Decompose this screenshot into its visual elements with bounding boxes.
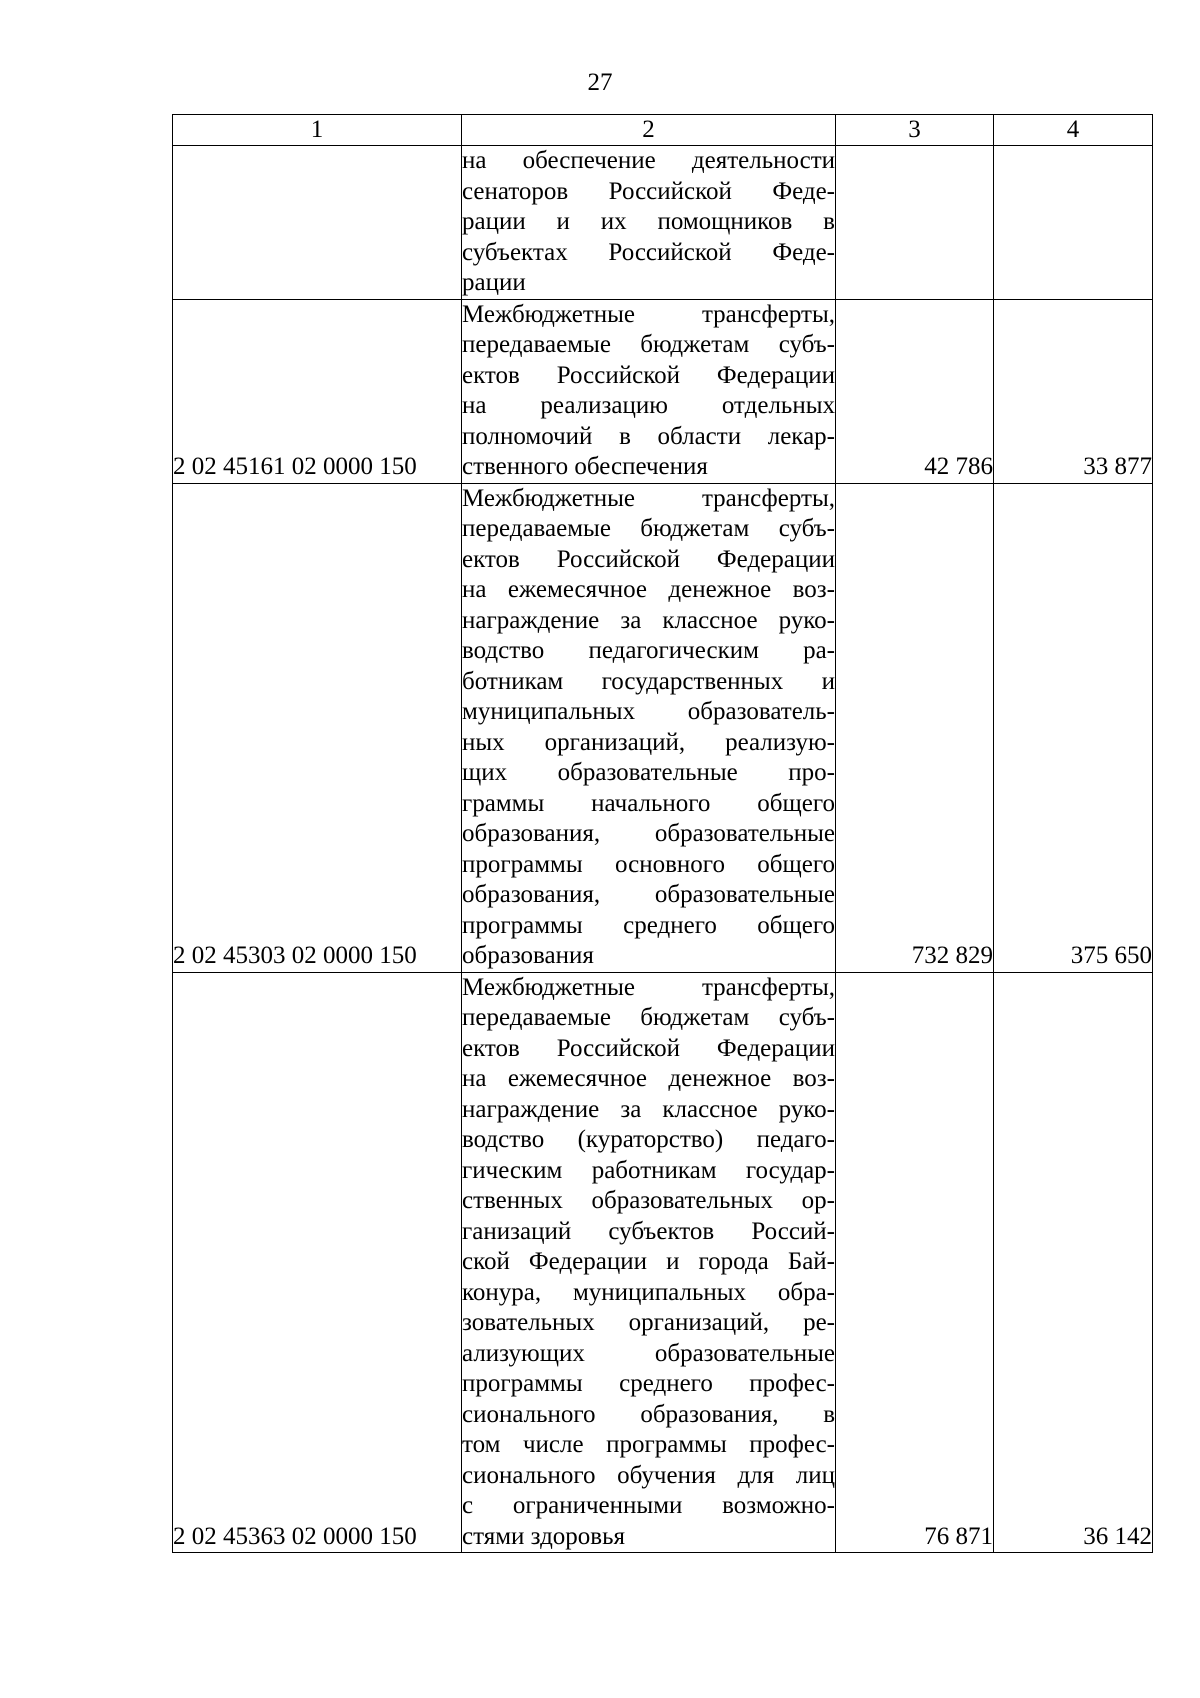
table-row <box>173 146 1153 300</box>
description-line: субъектах Российской Феде- <box>462 238 835 266</box>
page-number: 27 <box>587 69 613 96</box>
column-header-1: 1 <box>173 115 462 146</box>
description-line: на ежемесячное денежное воз- <box>462 576 835 603</box>
amount-col4-cell <box>994 146 1153 300</box>
description-line: граммы начального общего <box>462 789 835 817</box>
description-cell <box>462 146 836 300</box>
description-line: сионального образования, в <box>462 1400 835 1428</box>
description-cell <box>462 483 836 972</box>
description-cell <box>462 972 836 1553</box>
description-line: программы среднего общего <box>462 911 835 939</box>
description-line: зовательных организаций, ре- <box>462 1309 835 1336</box>
description-line: ектов Российской Федерации <box>462 545 835 573</box>
description-line: ственных образовательных ор- <box>462 1187 835 1214</box>
description-line: конура, муниципальных обра- <box>462 1278 835 1306</box>
description-cell <box>462 299 836 483</box>
column-header-3: 3 <box>836 115 994 146</box>
description-line: с ограниченными возможно- <box>462 1492 835 1519</box>
amount-col3-cell: 732 829 <box>836 483 994 972</box>
table-header-row <box>173 115 1153 146</box>
description-line: полномочий в области лекар- <box>462 422 835 450</box>
table-row <box>173 972 1153 1553</box>
description-line: награждение за классное руко- <box>462 606 835 634</box>
description-line: ской Федерации и города Бай- <box>462 1248 835 1275</box>
description-line: муниципальных образователь- <box>462 698 835 725</box>
description-line: награждение за классное руко- <box>462 1095 835 1123</box>
amount-col3-cell <box>836 146 994 300</box>
description-line: ных организаций, реализую- <box>462 728 835 756</box>
description-line: гическим работникам государ- <box>462 1156 835 1184</box>
description-line: рации и их помощников в <box>462 208 835 235</box>
description-line: Межбюджетные трансферты, <box>462 484 835 512</box>
budget-code-cell: 2 02 45161 02 0000 150 <box>173 299 462 483</box>
budget-code-cell: 2 02 45363 02 0000 150 <box>173 972 462 1553</box>
amount-col4-cell: 375 650 <box>994 483 1153 972</box>
amount-col4-cell: 36 142 <box>994 972 1153 1553</box>
amount-col3-cell: 42 786 <box>836 299 994 483</box>
table-row <box>173 299 1153 483</box>
description-line: передаваемые бюджетам субъ- <box>462 1004 835 1031</box>
description-line: ганизаций субъектов Россий- <box>462 1217 835 1245</box>
amount-col4-cell: 33 877 <box>994 299 1153 483</box>
description-line: на ежемесячное денежное воз- <box>462 1065 835 1092</box>
description-line: программы среднего профес- <box>462 1370 835 1397</box>
description-line: ализующих образовательные <box>462 1339 835 1367</box>
description-line: образования, образовательные <box>462 820 835 847</box>
description-line: программы основного общего <box>462 850 835 878</box>
description-line: водство (кураторство) педаго- <box>462 1126 835 1153</box>
description-line: ственного обеспечения <box>462 453 708 480</box>
description-line: рации <box>462 269 526 296</box>
amount-col3-cell: 76 871 <box>836 972 994 1553</box>
description-line: передаваемые бюджетам субъ- <box>462 515 835 542</box>
description-line: Межбюджетные трансферты, <box>462 300 835 328</box>
description-line: ектов Российской Федерации <box>462 361 835 389</box>
description-line: ектов Российской Федерации <box>462 1034 835 1062</box>
description-line: Межбюджетные трансферты, <box>462 973 835 1001</box>
budget-code-cell: 2 02 45303 02 0000 150 <box>173 483 462 972</box>
table-row <box>173 483 1153 972</box>
column-header-4: 4 <box>994 115 1153 146</box>
description-line: образования, образовательные <box>462 881 835 908</box>
description-line: образования <box>462 942 594 969</box>
description-line: стями здоровья <box>462 1522 625 1550</box>
description-line: на обеспечение деятельности <box>462 147 835 174</box>
description-line: сенаторов Российской Феде- <box>462 177 835 205</box>
column-header-2: 2 <box>462 115 836 146</box>
description-line: ботникам государственных и <box>462 667 835 695</box>
budget-table <box>172 114 1153 1553</box>
budget-code-cell <box>173 146 462 300</box>
description-line: передаваемые бюджетам субъ- <box>462 331 835 358</box>
description-line: на реализацию отдельных <box>462 392 835 419</box>
description-line: водство педагогическим ра- <box>462 637 835 664</box>
description-line: щих образовательные про- <box>462 759 835 786</box>
description-line: том числе программы профес- <box>462 1431 835 1458</box>
description-line: сионального обучения для лиц <box>462 1461 835 1489</box>
